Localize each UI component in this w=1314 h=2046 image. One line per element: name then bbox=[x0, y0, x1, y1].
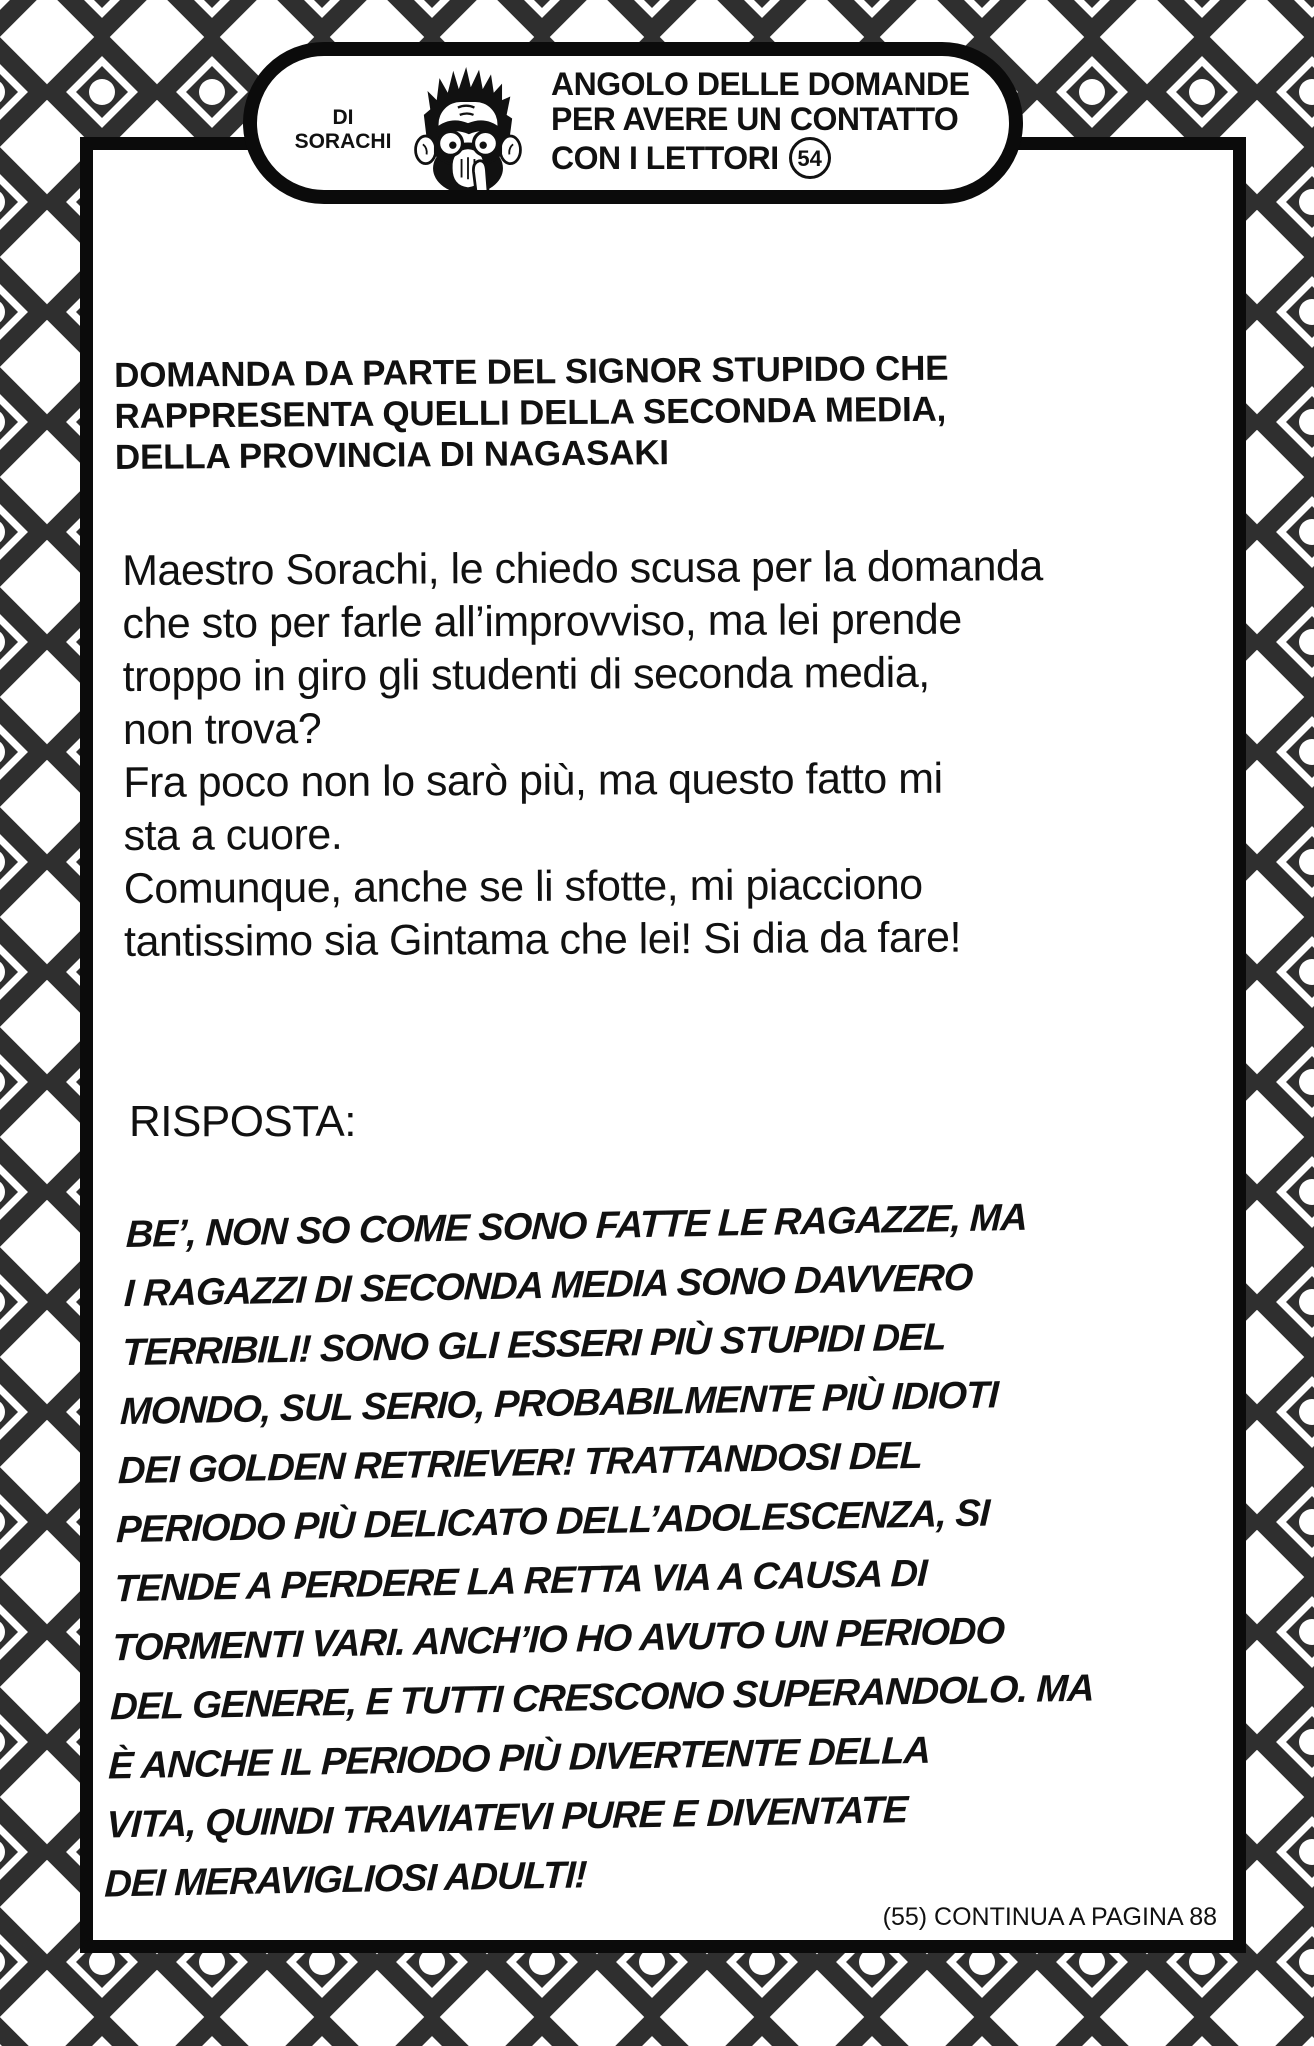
answer-line: MONDO, SUL SERIO, PROBABILMENTE PIÙ IDIOTI bbox=[119, 1374, 999, 1434]
issue-number-badge: 54 bbox=[789, 137, 831, 179]
answer-line: TENDE A PERDERE LA RETTA VIA A CAUSA DI bbox=[113, 1552, 928, 1611]
question-line: che sto per farle all’improvviso, ma lei prende bbox=[122, 595, 962, 648]
question-line: non trova? bbox=[122, 704, 322, 754]
question-body bbox=[122, 540, 1045, 969]
corner-title-text: CON I LETTORI bbox=[551, 139, 779, 176]
answer-line: DEL GENERE, E TUTTI CRESCONO SUPERANDOLO. MA bbox=[109, 1667, 1095, 1729]
answer-body bbox=[103, 1187, 1110, 1914]
corner-title-line bbox=[551, 137, 969, 179]
answer-line: È ANCHE IL PERIODO PIÙ DIVERTENTE DELLA bbox=[107, 1729, 931, 1788]
byline-sorachi: SORACHI bbox=[294, 130, 392, 153]
question-heading bbox=[114, 348, 949, 478]
answer-line: DEI MERAVIGLIOSI ADULTI! bbox=[103, 1854, 588, 1906]
question-line: troppo in giro gli studenti di seconda media, bbox=[122, 648, 930, 701]
answer-line: BE’, NON SO COME SONO FATTE LE RAGAZZE, MA bbox=[125, 1196, 1028, 1257]
byline-di: DI bbox=[332, 106, 354, 129]
question-line: Comunque, anche se li sfotte, mi piacciono bbox=[123, 860, 923, 913]
corner-title-line: ANGOLO DELLE DOMANDE bbox=[551, 66, 970, 102]
corner-title-capsule bbox=[243, 42, 1023, 204]
question-line: Maestro Sorachi, le chiedo scusa per la domanda bbox=[122, 542, 1043, 595]
continuation-note: (55) CONTINUA A PAGINA 88 bbox=[882, 1903, 1217, 1931]
question-line: sta a cuore. bbox=[123, 810, 343, 860]
answer-line: PERIODO PIÙ DELICATO DELL’ADOLESCENZA, SI bbox=[115, 1492, 990, 1552]
question-heading-line: RAPPRESENTA QUELLI DELLA SECONDA MEDIA, bbox=[114, 389, 947, 436]
corner-title-line: PER AVERE UN CONTATTO bbox=[551, 101, 959, 137]
corner-title bbox=[551, 67, 969, 179]
answer-line: DEI GOLDEN RETRIEVER! TRATTANDOSI DEL bbox=[117, 1434, 923, 1493]
answer-line: TERRIBILI! SONO GLI ESSERI PIÙ STUPIDI DEL bbox=[121, 1316, 947, 1375]
question-line: Fra poco non lo sarò più, ma questo fatto mi bbox=[123, 754, 943, 807]
sorachi-gorilla-icon bbox=[397, 56, 539, 194]
answer-line: VITA, QUINDI TRAVIATEVI PURE E DIVENTATE bbox=[105, 1789, 908, 1847]
author-byline bbox=[291, 106, 395, 154]
answer-label: RISPOSTA: bbox=[129, 1097, 356, 1146]
content-panel bbox=[80, 137, 1246, 1953]
question-heading-line: DELLA PROVINCIA DI NAGASAKI bbox=[114, 433, 670, 477]
answer-line: TORMENTI VARI. ANCH’IO HO AVUTO UN PERIODO bbox=[111, 1610, 1005, 1670]
answer-line: I RAGAZZI DI SECONDA MEDIA SONO DAVVERO bbox=[123, 1256, 974, 1316]
question-line: tantissimo sia Gintama che lei! Si dia da fare! bbox=[123, 913, 962, 966]
question-heading-line: DOMANDA DA PARTE DEL SIGNOR STUPIDO CHE bbox=[114, 348, 949, 395]
